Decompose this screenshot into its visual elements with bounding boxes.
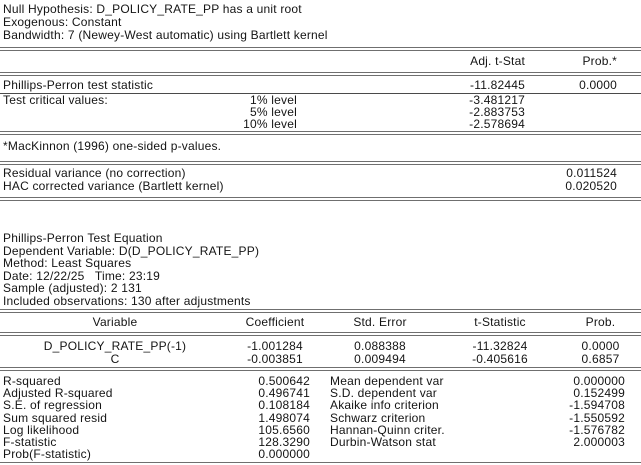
summary-row [0, 436, 641, 448]
stat-label: R-squared [3, 374, 61, 388]
coefficient-cell: -0.003851 [247, 351, 303, 366]
variable-cell: C [110, 351, 120, 366]
regression-header-row [0, 316, 641, 329]
critical-value-row-1pct [0, 94, 641, 106]
stat-label: Hannan-Quinn criter. [330, 422, 445, 437]
stat-label: F-statistic [3, 435, 57, 450]
t-statistic-column-header: t-Statistic [474, 315, 526, 329]
stat-value: 0.000000 [573, 374, 625, 388]
coefficient-column-header: Coefficient [245, 315, 305, 329]
stat-value: 0.500642 [258, 374, 310, 388]
pp-statistic-label: Phillips-Perron test statistic [3, 78, 154, 92]
section-rule [0, 367, 641, 371]
stat-value: 0.000000 [258, 447, 310, 462]
pp-statistic-value: -11.82445 [470, 78, 525, 92]
pp-statistic-row [0, 78, 641, 94]
critical-values-label [0, 106, 207, 118]
date-time-line: Date: 12/22/25 Time: 23:19 [3, 268, 161, 283]
stat-label: Mean dependent var [330, 374, 444, 388]
stat-value: 1.498074 [258, 410, 310, 425]
equation-info [0, 232, 641, 307]
section-rule [0, 197, 641, 201]
stat-label: Akaike info criterion [330, 398, 439, 413]
stat-value [520, 448, 641, 460]
stat-label [310, 448, 520, 460]
observations-line: Included observations: 130 after adjustments [3, 293, 251, 308]
stat-label: Prob(F-statistic) [3, 447, 92, 462]
equation-title: Phillips-Perron Test Equation [3, 231, 163, 245]
t-statistic-cell: -11.32824 [472, 339, 528, 353]
prob-cell: 0.6857 [581, 351, 620, 366]
variable-column-header: Variable [92, 315, 138, 329]
prob-cell [525, 94, 641, 106]
section-rule [0, 72, 641, 76]
pp-table-header-row [0, 54, 641, 70]
prob-cell: 0.0000 [581, 339, 620, 353]
stat-value: 0.108184 [258, 398, 310, 413]
summary-row [0, 412, 641, 424]
level-label: 10% level [243, 117, 297, 131]
stat-value: -1.576782 [569, 422, 625, 437]
stat-label: Log likelihood [3, 422, 80, 437]
sample-line: Sample (adjusted): 2 131 [3, 281, 142, 295]
stat-label: S.E. of regression [3, 398, 102, 413]
test-header [0, 0, 641, 42]
summary-row [0, 399, 641, 411]
regression-row-lagged-var [0, 340, 641, 353]
pp-statistic-prob: 0.0000 [579, 78, 617, 92]
pp-statistic-level [207, 78, 297, 93]
stat-label: Durbin-Watson stat [330, 435, 436, 450]
variable-cell: D_POLICY_RATE_PP(-1) [43, 339, 187, 353]
section-rule [0, 47, 641, 51]
residual-variance-value: 0.011524 [566, 166, 617, 180]
method-line: Method: Least Squares [3, 256, 132, 270]
prob-column-header: Prob.* [582, 54, 617, 68]
hac-variance-row [0, 180, 641, 193]
std-error-cell: 0.088388 [354, 339, 406, 353]
spacer [207, 54, 297, 70]
mackinnon-footnote: *MacKinnon (1996) one-sided p-values. [3, 139, 222, 153]
coefficient-cell: -1.001284 [247, 339, 303, 353]
stat-value: 0.152499 [573, 386, 625, 401]
stat-value: 2.000003 [573, 435, 625, 450]
stat-value: 105.6560 [258, 422, 310, 437]
stat-label: S.D. dependent var [330, 386, 438, 401]
exogenous-line: Exogenous: Constant [3, 15, 122, 29]
stat-label: Schwarz criterion [330, 410, 426, 425]
stat-value: 0.496741 [258, 386, 310, 401]
critical-value: -2.883753 [469, 105, 525, 119]
variance-section [0, 167, 641, 192]
prob-cell [525, 118, 641, 130]
stat-value: 128.3290 [258, 435, 310, 450]
summary-row [0, 448, 641, 460]
critical-value-row-5pct [0, 106, 641, 118]
regression-body [0, 340, 641, 365]
level-label: 1% level [250, 93, 297, 107]
dependent-variable-line: Dependent Variable: D(D_POLICY_RATE_PP) [3, 243, 260, 258]
residual-variance-row [0, 167, 641, 180]
std-error-column-header: Std. Error [353, 315, 407, 329]
summary-row [0, 424, 641, 436]
stat-label: Adjusted R-squared [3, 386, 113, 401]
section-rule [0, 309, 641, 313]
regression-row-constant [0, 353, 641, 366]
adj-tstat-column-header: Adj. t-Stat [470, 54, 525, 68]
section-rule [0, 131, 641, 135]
critical-values-label: Test critical values: [3, 93, 108, 107]
t-statistic-cell: -0.405616 [472, 351, 528, 366]
section-rule [0, 332, 641, 336]
bandwidth-line: Bandwidth: 7 (Newey-West automatic) using Bartlett kernel [3, 28, 328, 42]
spacer [0, 54, 207, 70]
section-rule [0, 161, 641, 165]
hac-variance-label: HAC corrected variance (Bartlett kernel) [3, 178, 224, 193]
level-label: 5% level [250, 105, 297, 119]
prob-column-header: Prob. [585, 315, 616, 329]
std-error-cell: 0.009494 [354, 351, 406, 366]
critical-value-row-10pct [0, 118, 641, 130]
null-hypothesis-line: Null Hypothesis: D_POLICY_RATE_PP has a unit root [3, 2, 302, 16]
stat-value: -1.594708 [569, 398, 625, 413]
summary-statistics [0, 375, 641, 460]
residual-variance-label: Residual variance (no correction) [3, 166, 186, 180]
stat-value: -1.550592 [569, 410, 625, 425]
critical-value: -2.578694 [469, 117, 525, 131]
stat-label: Sum squared resid [3, 410, 108, 425]
critical-values-label [0, 118, 207, 130]
hac-variance-value: 0.020520 [565, 178, 617, 193]
prob-cell [525, 106, 641, 118]
critical-value: -3.481217 [469, 93, 525, 107]
